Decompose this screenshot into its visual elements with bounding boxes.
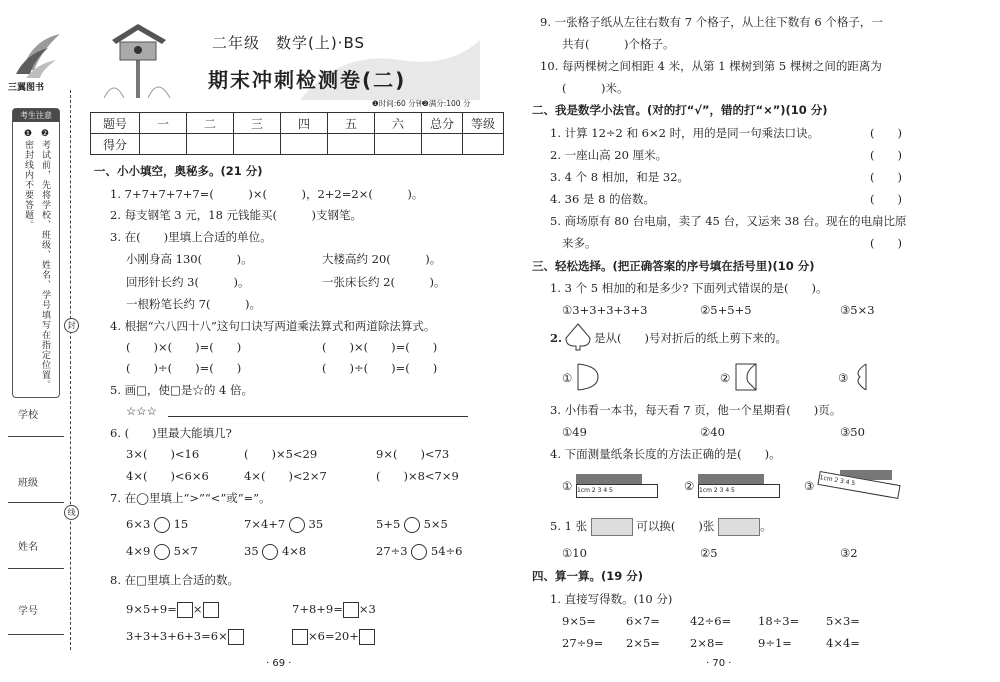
q7-compare-b [244, 516, 323, 533]
q4-blank-b: ( )×( )=( ) [322, 340, 438, 354]
calc-item[interactable]: 4×4= [826, 636, 860, 650]
choice-2-option-3[interactable]: ③ [838, 371, 849, 385]
question-5: 5. 画□，使□是☆的 4 倍。 [110, 383, 253, 397]
score-header-cell: 五 [328, 113, 375, 134]
ruler-2: 1cm 2 3 4 5 [698, 484, 780, 498]
name-label: 姓名 [18, 542, 38, 553]
q8d-expr: ×6=20+ [308, 629, 359, 643]
q8a-expr: 9×5+9= [126, 602, 177, 616]
q6-item-e: 4×( )<2×7 [244, 469, 327, 483]
cut-mark-xian: 线 [64, 505, 79, 520]
score-cell[interactable] [463, 134, 504, 155]
school-label: 学校 [18, 410, 38, 421]
compare-circle[interactable] [404, 517, 420, 533]
page-number-right: · 70 · [706, 658, 732, 669]
q7-left-expr: 35 [244, 544, 259, 558]
answer-box[interactable] [203, 602, 219, 618]
calc-item[interactable]: 27÷9= [562, 636, 604, 650]
choice-3-option-c[interactable]: ③50 [840, 425, 865, 439]
score-cell[interactable] [328, 134, 375, 155]
question-1: 1. 7+7+7+7+7=( )×( )，2+2=2×( )。 [110, 187, 424, 201]
question-3: 3. 在( )里填上合适的单位。 [110, 230, 272, 244]
ruler-3-tilted: 1cm 2 3 4 5 [817, 471, 900, 499]
calc-item[interactable]: 5×3= [826, 614, 860, 628]
compare-circle[interactable] [289, 517, 305, 533]
calc-item[interactable]: 9×5= [562, 614, 596, 628]
compare-circle[interactable] [411, 544, 427, 560]
q7-left-expr: 5+5 [376, 517, 401, 531]
calc-item[interactable]: 42÷6= [690, 614, 732, 628]
answer-box[interactable] [359, 629, 375, 645]
choice-4-option-2[interactable]: ② [684, 479, 695, 493]
q7-left-expr: 7×4+7 [244, 517, 286, 531]
notice-title: 考生注意 [13, 109, 59, 122]
choice-4: 4. 下面测量纸条长度的方法正确的是( )。 [550, 447, 781, 461]
compare-circle[interactable] [262, 544, 278, 560]
answer-box[interactable] [177, 602, 193, 618]
calc-item[interactable]: 18÷3= [758, 614, 800, 628]
score-header-cell: 总分 [422, 113, 463, 134]
score-cell[interactable] [422, 134, 463, 155]
calc-item[interactable]: 2×5= [626, 636, 660, 650]
score-header-cell: 二 [187, 113, 234, 134]
score-cell[interactable] [187, 134, 234, 155]
choice-2-option-2[interactable]: ② [720, 371, 731, 385]
q7-right-expr: 54÷6 [430, 544, 463, 558]
q7-right-expr: 5×5 [423, 517, 448, 531]
q7-right-expr: 15 [173, 517, 189, 531]
judge-2-answer[interactable]: ( ) [870, 148, 902, 162]
q3-item-a: 小刚身高 130( )。 [126, 252, 253, 266]
heart-cutout-icon [564, 322, 592, 352]
class-field[interactable] [8, 502, 64, 503]
q7-compare-d [126, 543, 198, 560]
paper-strip-1 [576, 474, 642, 484]
q3-item-d: 一张床长约 2( )。 [322, 275, 446, 289]
q6-item-f: ( )×8<7×9 [376, 469, 459, 483]
folded-shape-2-icon [734, 362, 760, 392]
student-id-label: 学号 [18, 606, 38, 617]
q8-item-a: 9×5+9= × [126, 601, 219, 618]
calc-item[interactable]: 9÷1= [758, 636, 792, 650]
choice-5-end: 。 [760, 519, 772, 533]
q4-blank-d: ( )÷( )=( ) [322, 361, 438, 375]
q4-blank-a: ( )×( )=( ) [126, 340, 242, 354]
student-id-field[interactable] [8, 634, 64, 635]
q6-item-c: 9×( )<73 [376, 447, 450, 461]
section-2-heading: 二、我是数学小法官。(对的打“√”，错的打“×”)(10 分) [532, 103, 828, 117]
choice-1-option-c[interactable]: ③5×3 [840, 303, 875, 317]
q7-right-expr: 4×8 [281, 544, 307, 558]
class-label: 班级 [18, 478, 38, 489]
score-cell[interactable] [281, 134, 328, 155]
judge-1: 1. 计算 12÷2 和 6×2 时，用的是同一句乘法口诀。 [550, 126, 820, 140]
score-table-score-row [91, 134, 504, 155]
q7-left-expr: 27÷3 [376, 544, 408, 558]
choice-1: 1. 3 个 5 相加的和是多少? 下面列式错误的是( )。 [550, 281, 828, 295]
choice-5-option-b[interactable]: ②5 [700, 546, 718, 560]
choice-2-option-1[interactable]: ① [562, 371, 573, 385]
judge-4-answer[interactable]: ( ) [870, 192, 902, 206]
q8b-expr: 7+8+9= [292, 602, 343, 616]
question-4: 4. 根据“六八四十八”这句口诀写两道乘法算式和两道除法算式。 [110, 319, 436, 333]
q5-stars: ☆☆☆ [126, 404, 157, 418]
choice-3-option-b[interactable]: ②40 [700, 425, 725, 439]
brand-name: 三翼图书 [8, 83, 45, 93]
choice-5-mid: 可以换( )张 [636, 519, 715, 533]
calc-heading: 1. 直接写得数。(10 分) [550, 592, 673, 606]
choice-1-option-b[interactable]: ②5+5+5 [700, 303, 752, 317]
score-cell[interactable] [234, 134, 281, 155]
q7-left-expr: 4×9 [126, 544, 151, 558]
choice-5-option-c[interactable]: ③2 [840, 546, 858, 560]
score-table [90, 112, 504, 155]
birdhouse-illustration [104, 18, 172, 98]
choice-4-option-1[interactable]: ① [562, 479, 573, 493]
choice-3: 3. 小伟看一本书，每天看 7 页，他一个星期看( )页。 [550, 403, 842, 417]
question-9-cont: 共有( )个格子。 [562, 37, 675, 51]
ruler-1: 1cm 2 3 4 5 [576, 484, 658, 498]
q7-compare-f [376, 543, 463, 560]
banknote-50-icon [591, 518, 633, 536]
q7-compare-a [126, 516, 188, 533]
score-table-header-row [91, 113, 504, 134]
question-10: 10. 每两棵树之间相距 4 米，从第 1 棵树到第 5 棵树之间的距离为 [540, 59, 882, 73]
school-field[interactable] [8, 436, 64, 437]
calc-item[interactable]: 2×8= [690, 636, 724, 650]
answer-box[interactable] [292, 629, 308, 645]
q6-item-d: 4×( )<6×6 [126, 469, 209, 483]
q3-item-b: 大楼高约 20( )。 [322, 252, 442, 266]
judge-3: 3. 4 个 8 相加，和是 32。 [550, 170, 690, 184]
choice-1-option-a[interactable]: ①3+3+3+3+3 [562, 303, 648, 317]
choice-2: 是从( )号对折后的纸上剪下来的。 [594, 331, 787, 345]
question-8: 8. 在□里填上合适的数。 [110, 573, 239, 587]
score-cell[interactable] [375, 134, 422, 155]
compare-circle[interactable] [154, 544, 170, 560]
cut-mark-feng: 封 [64, 318, 79, 333]
notice-item-1: ❷考试前，先将学校、班级、姓名、学号填写在指定位置。 [40, 129, 50, 390]
judge-2: 2. 一座山高 20 厘米。 [550, 148, 668, 162]
q8-item-d [292, 628, 375, 645]
paper-strip-2 [698, 474, 764, 484]
time-limit: ❶时间:60 分钟 [372, 99, 424, 108]
judge-5-answer[interactable]: ( ) [870, 236, 902, 250]
question-7: 7. 在◯里填上“>”“<”或“=”。 [110, 491, 271, 505]
score-header-cell: 题号 [91, 113, 140, 134]
full-score: ❷满分:100 分 [422, 99, 471, 108]
q7-compare-e [244, 543, 306, 560]
score-header-cell: 一 [140, 113, 187, 134]
compare-circle[interactable] [154, 517, 170, 533]
choice-5-option-a[interactable]: ①10 [562, 546, 587, 560]
q8b-suffix: ×3 [358, 602, 376, 616]
judge-1-answer[interactable]: ( ) [870, 126, 902, 140]
question-2: 2. 每支钢笔 3 元，18 元钱能买( )支钢笔。 [110, 208, 363, 222]
score-header-cell: 四 [281, 113, 328, 134]
section-3-heading: 三、轻松选择。(把正确答案的序号填在括号里)(10 分) [532, 259, 815, 273]
banknote-10-icon [718, 518, 760, 536]
q8c-expr: 3+3+3+6+3=6× [126, 629, 228, 643]
q4-blank-c: ( )÷( )=( ) [126, 361, 242, 375]
q7-right-expr: 5×7 [173, 544, 198, 558]
q7-compare-c [376, 516, 448, 533]
choice-5 [550, 518, 772, 536]
folded-shape-1-icon [576, 362, 602, 392]
exam-title: 期末冲刺检测卷(二) [208, 68, 407, 92]
brand-logo-icon [12, 30, 64, 80]
question-6: 6. ( )里最大能填几? [110, 426, 232, 440]
judge-4: 4. 36 是 8 的倍数。 [550, 192, 656, 206]
page-number-left: · 69 · [266, 658, 292, 669]
choice-4-option-3[interactable]: ③ [804, 479, 815, 493]
judge-5: 5. 商场原有 80 台电扇，卖了 45 台，又运来 38 台。现在的电扇比原 [550, 214, 907, 228]
section-4-heading: 四、算一算。(19 分) [532, 569, 644, 583]
q5-drawing-line[interactable] [168, 416, 468, 417]
choice-5-prefix: 5. 1 张 [550, 519, 588, 533]
notice-item-2: ❶密封线内不要答题。 [23, 129, 33, 230]
seal-cut-line [70, 90, 71, 650]
folded-shape-3-icon [852, 362, 878, 392]
q3-item-e: 一根粉笔长约 7( )。 [126, 297, 261, 311]
judge-5-cont: 来多。 [562, 236, 597, 250]
exam-notice-box [12, 108, 60, 398]
section-1-heading: 一、小小填空，奥秘多。(21 分) [94, 164, 263, 178]
name-field[interactable] [8, 568, 64, 569]
score-header-cell: 等级 [463, 113, 504, 134]
grade-subject: 二年级 数学(上)·BS [212, 34, 366, 52]
choice-2-number: 2. [550, 331, 563, 345]
question-9: 9. 一张格子纸从左往右数有 7 个格子，从上往下数有 6 个格子，一 [540, 15, 883, 29]
score-row-label: 得分 [91, 134, 140, 155]
q3-item-c: 回形针长约 3( )。 [126, 275, 250, 289]
judge-3-answer[interactable]: ( ) [870, 170, 902, 184]
binding-sidebar [0, 0, 78, 682]
choice-3-option-a[interactable]: ①49 [562, 425, 587, 439]
q8-item-b [292, 601, 376, 618]
q6-item-a: 3×( )<16 [126, 447, 200, 461]
question-10-cont: ( )米。 [562, 81, 629, 95]
q7-right-expr: 35 [308, 517, 324, 531]
q7-left-expr: 6×3 [126, 517, 151, 531]
score-cell[interactable] [140, 134, 187, 155]
score-header-cell: 六 [375, 113, 422, 134]
answer-box[interactable] [343, 602, 359, 618]
answer-box[interactable] [228, 629, 244, 645]
score-header-cell: 三 [234, 113, 281, 134]
q8-item-c [126, 628, 244, 645]
q6-item-b: ( )×5<29 [244, 447, 318, 461]
calc-item[interactable]: 6×7= [626, 614, 660, 628]
